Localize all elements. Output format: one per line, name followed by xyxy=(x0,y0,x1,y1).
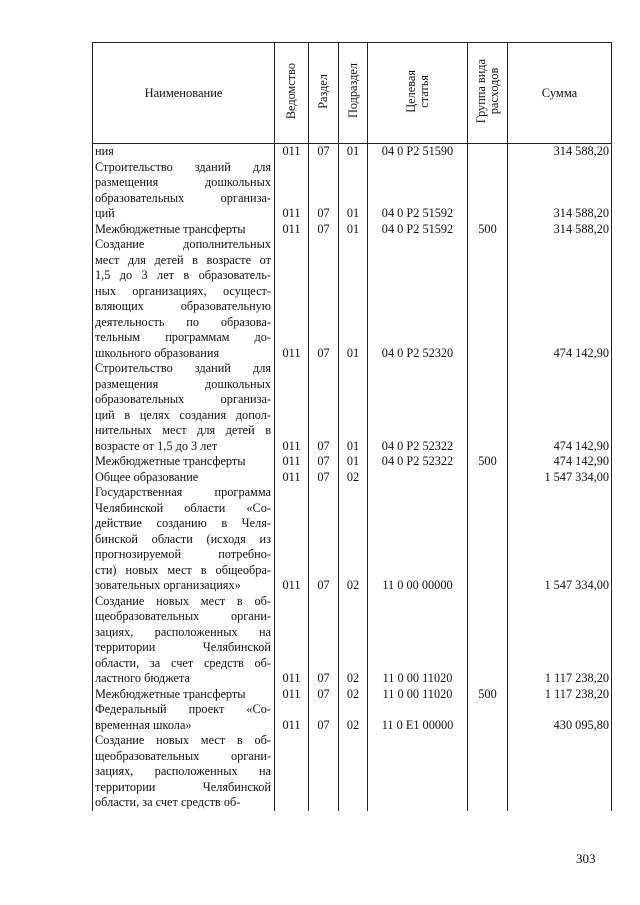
row-name-line: мест для детей в возрасте от xyxy=(95,252,271,267)
row-celevaya-statya: 04 0 P2 52320 xyxy=(368,237,468,361)
header-gruppa-vida-rashodov: Группа вида расходов xyxy=(468,43,508,144)
row-name xyxy=(93,733,275,811)
row-podrazdel: 01 xyxy=(339,144,368,160)
row-name-line: Создание дополнительных xyxy=(95,237,271,251)
row-razdel: 07 xyxy=(309,160,339,222)
table-row xyxy=(93,454,612,470)
row-celevaya-statya xyxy=(368,470,468,486)
budget-table-page xyxy=(92,42,611,811)
table-body xyxy=(93,144,612,811)
row-name-line: Строительство зданий для xyxy=(95,361,271,375)
row-name-line: вляющих образовательную xyxy=(95,299,271,313)
header-razdel: Раздел xyxy=(309,43,339,144)
row-name-line: ций в целях создания допол- xyxy=(95,407,271,422)
header-name: Наименование xyxy=(93,43,275,144)
row-summa: 314 588,20 xyxy=(508,160,612,222)
row-name-line: территории Челябинской xyxy=(95,640,271,654)
row-summa: 474 142,90 xyxy=(508,454,612,470)
row-name-line: временная школа» xyxy=(95,717,192,732)
row-vedomstvo: 011 xyxy=(275,237,309,361)
row-name-line: Межбюджетные трансферты xyxy=(95,221,246,236)
row-celevaya-statya: 04 0 P2 51592 xyxy=(368,222,468,238)
row-gruppa: 500 xyxy=(468,222,508,238)
row-vedomstvo: 011 xyxy=(275,702,309,733)
table-row xyxy=(93,733,612,811)
row-celevaya-statya: 04 0 P2 52322 xyxy=(368,454,468,470)
row-name-line: щеобразовательных органи- xyxy=(95,609,271,623)
row-name xyxy=(93,485,275,594)
row-razdel: 07 xyxy=(309,702,339,733)
row-name xyxy=(93,702,275,733)
row-name-line: размещения дошкольных xyxy=(95,175,271,189)
row-vedomstvo: 011 xyxy=(275,687,309,703)
table-row xyxy=(93,160,612,222)
table-row xyxy=(93,237,612,361)
budget-table xyxy=(92,42,612,811)
header-celevaya-statya: Целевая статья xyxy=(368,43,468,144)
row-podrazdel: 01 xyxy=(339,361,368,454)
row-name-line: деятельность по образова- xyxy=(95,314,271,329)
row-summa xyxy=(508,733,612,811)
row-podrazdel: 02 xyxy=(339,485,368,594)
row-name xyxy=(93,237,275,361)
row-celevaya-statya: 11 0 00 11020 xyxy=(368,594,468,687)
row-celevaya-statya: 11 0 E1 00000 xyxy=(368,702,468,733)
row-name-line: зациях, расположенных на xyxy=(95,624,271,639)
row-name-line: Создание новых мест в об- xyxy=(95,733,271,747)
row-vedomstvo: 011 xyxy=(275,361,309,454)
row-name-line: тельным программам до- xyxy=(95,330,271,344)
row-razdel: 07 xyxy=(309,687,339,703)
row-name-line: Государственная программа xyxy=(95,485,271,499)
row-vedomstvo: 011 xyxy=(275,160,309,222)
row-celevaya-statya: 04 0 P2 52322 xyxy=(368,361,468,454)
table-row xyxy=(93,687,612,703)
row-razdel: 07 xyxy=(309,144,339,160)
table-row xyxy=(93,485,612,594)
row-podrazdel: 02 xyxy=(339,594,368,687)
row-name-line: ластного бюджета xyxy=(95,671,190,685)
row-podrazdel: 01 xyxy=(339,222,368,238)
row-gruppa: 500 xyxy=(468,687,508,703)
row-summa: 430 095,80 xyxy=(508,702,612,733)
row-name xyxy=(93,594,275,687)
table-header-row xyxy=(93,43,612,144)
row-name-line: бинской области (исходя из xyxy=(95,531,271,546)
row-name-line: школьного образования xyxy=(95,345,220,360)
row-vedomstvo: 011 xyxy=(275,144,309,160)
row-vedomstvo: 011 xyxy=(275,485,309,594)
row-name xyxy=(93,144,275,160)
row-name-line: размещения дошкольных xyxy=(95,376,271,391)
row-vedomstvo: 011 xyxy=(275,470,309,486)
row-summa: 314 588,20 xyxy=(508,222,612,238)
row-gruppa xyxy=(468,237,508,361)
row-name-line: прогнозируемой потребно- xyxy=(95,547,271,561)
row-summa: 1 117 238,20 xyxy=(508,687,612,703)
row-gruppa xyxy=(468,470,508,486)
row-name-line: Межбюджетные трансферты xyxy=(95,686,246,701)
row-razdel: 07 xyxy=(309,237,339,361)
header-podrazdel: Подраздел xyxy=(339,43,368,144)
row-vedomstvo xyxy=(275,733,309,811)
row-name xyxy=(93,222,275,238)
row-name xyxy=(93,470,275,486)
row-podrazdel: 01 xyxy=(339,237,368,361)
row-celevaya-statya: 11 0 00 00000 xyxy=(368,485,468,594)
row-name xyxy=(93,454,275,470)
row-celevaya-statya xyxy=(368,733,468,811)
row-name-line: области, за счет средств об- xyxy=(95,795,241,809)
row-name-line: образовательных организа- xyxy=(95,190,271,205)
header-vedomstvo: Ведомство xyxy=(275,43,309,144)
row-podrazdel: 02 xyxy=(339,687,368,703)
table-row xyxy=(93,361,612,454)
row-gruppa xyxy=(468,160,508,222)
row-podrazdel: 02 xyxy=(339,470,368,486)
row-summa: 1 117 238,20 xyxy=(508,594,612,687)
row-name-line: щеобразовательных органи- xyxy=(95,748,271,763)
row-name xyxy=(93,160,275,222)
row-celevaya-statya: 11 0 00 11020 xyxy=(368,687,468,703)
row-name-line: зациях, расположенных на xyxy=(95,764,271,778)
row-name-line: образовательных организа- xyxy=(95,392,271,406)
row-name-line: ния xyxy=(95,144,114,158)
row-gruppa xyxy=(468,485,508,594)
row-podrazdel xyxy=(339,733,368,811)
table-row xyxy=(93,222,612,238)
row-gruppa: 500 xyxy=(468,454,508,470)
row-name xyxy=(93,361,275,454)
row-name-line: Челябинской области «Со- xyxy=(95,500,271,515)
header-summa: Сумма xyxy=(508,43,612,144)
row-name-line: нительных мест для детей в xyxy=(95,423,271,437)
row-summa: 1 547 334,00 xyxy=(508,485,612,594)
row-name-line: Межбюджетные трансферты xyxy=(95,454,246,468)
row-name-line: зовательных организациях» xyxy=(95,578,241,592)
row-gruppa xyxy=(468,361,508,454)
row-name-line: ных организациях, осущест- xyxy=(95,283,271,298)
row-razdel xyxy=(309,733,339,811)
row-summa: 314 588,20 xyxy=(508,144,612,160)
table-row xyxy=(93,702,612,733)
table-row xyxy=(93,594,612,687)
row-vedomstvo: 011 xyxy=(275,594,309,687)
row-razdel: 07 xyxy=(309,454,339,470)
row-podrazdel: 01 xyxy=(339,160,368,222)
row-celevaya-statya: 04 0 P2 51590 xyxy=(368,144,468,160)
row-name-line: действие созданию в Челя- xyxy=(95,516,271,530)
row-razdel: 07 xyxy=(309,470,339,486)
row-vedomstvo: 011 xyxy=(275,454,309,470)
row-razdel: 07 xyxy=(309,594,339,687)
row-name-line: 1,5 до 3 лет в образователь- xyxy=(95,268,271,282)
row-name-line: области, за счет средств об- xyxy=(95,655,271,670)
row-name-line: возрасте от 1,5 до 3 лет xyxy=(95,438,218,453)
row-celevaya-statya: 04 0 P2 51592 xyxy=(368,160,468,222)
row-name-line: Строительство зданий для xyxy=(95,159,271,174)
row-gruppa xyxy=(468,733,508,811)
row-name-line: сти) новых мест в общеобра- xyxy=(95,562,271,577)
row-name-line: Общее образование xyxy=(95,469,199,484)
row-razdel: 07 xyxy=(309,485,339,594)
row-gruppa xyxy=(468,702,508,733)
row-vedomstvo: 011 xyxy=(275,222,309,238)
row-summa: 474 142,90 xyxy=(508,361,612,454)
row-name xyxy=(93,687,275,703)
row-name-line: территории Челябинской xyxy=(95,779,271,794)
row-summa: 474 142,90 xyxy=(508,237,612,361)
table-row xyxy=(93,470,612,486)
row-name-line: Федеральный проект «Со- xyxy=(95,702,271,716)
row-gruppa xyxy=(468,144,508,160)
row-razdel: 07 xyxy=(309,361,339,454)
page-number: 303 xyxy=(576,851,596,866)
row-summa: 1 547 334,00 xyxy=(508,470,612,486)
row-razdel: 07 xyxy=(309,222,339,238)
row-name-line: Создание новых мест в об- xyxy=(95,593,271,608)
row-podrazdel: 02 xyxy=(339,702,368,733)
table-row xyxy=(93,144,612,160)
row-podrazdel: 01 xyxy=(339,454,368,470)
row-name-line: ций xyxy=(95,206,115,220)
row-gruppa xyxy=(468,594,508,687)
